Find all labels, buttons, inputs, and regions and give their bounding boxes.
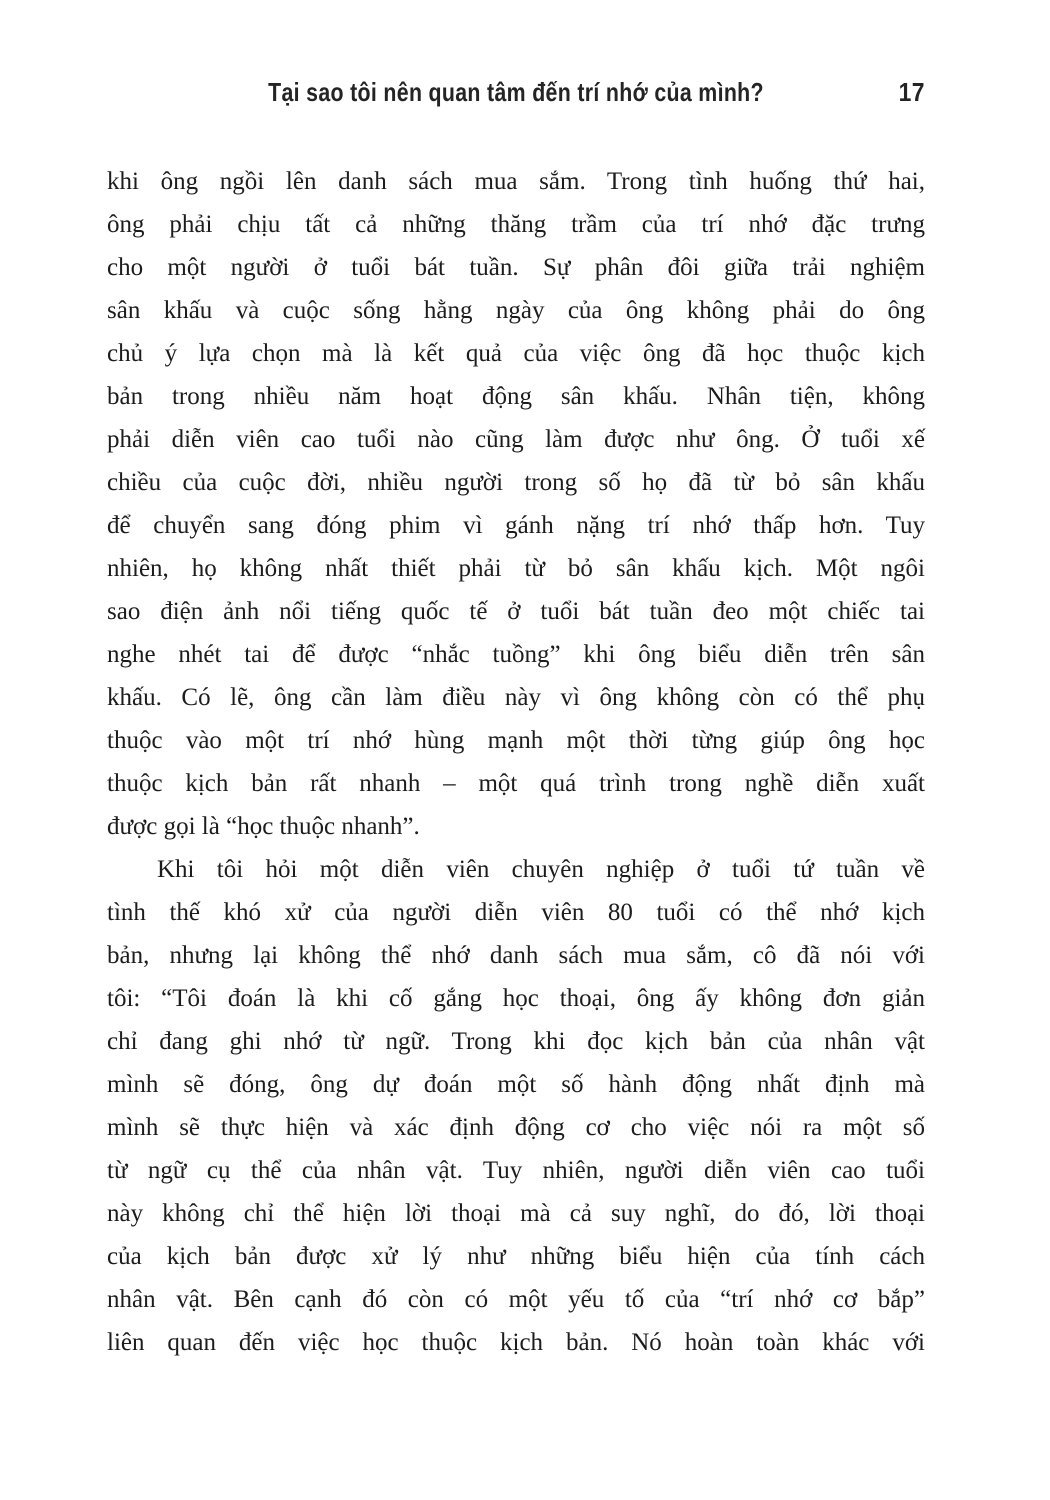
text-line: khấu. Có lẽ, ông cần làm điều này vì ông không còn có thể phụ [107, 684, 925, 711]
text-line: nghe nhét tai để được “nhắc tuồng” khi ông biểu diễn trên sân [107, 641, 925, 668]
text-line: mình sẽ đóng, ông dự đoán một số hành động nhất định mà [107, 1071, 925, 1098]
text-line: được gọi là “học thuộc nhanh”. [107, 813, 420, 840]
text-line: ông phải chịu tất cả những thăng trầm của trí nhớ đặc trưng [107, 211, 925, 238]
text-line: nhân vật. Bên cạnh đó còn có một yếu tố của “trí nhớ cơ bắp” [107, 1286, 925, 1313]
text-line: Khi tôi hỏi một diễn viên chuyên nghiệp ở tuổi tứ tuần về [157, 856, 925, 883]
text-line: để chuyển sang đóng phim vì gánh nặng trí nhớ thấp hơn. Tuy [107, 512, 925, 539]
paragraph [107, 160, 925, 848]
text-line: liên quan đến việc học thuộc kịch bản. Nó hoàn toàn khác với [107, 1329, 925, 1356]
page-body [107, 160, 925, 1364]
text-line: bản trong nhiều năm hoạt động sân khấu. Nhân tiện, không [107, 383, 925, 410]
text-line: cho một người ở tuổi bát tuần. Sự phân đôi giữa trải nghiệm [107, 254, 925, 281]
text-line: chủ ý lựa chọn mà là kết quả của việc ông đã học thuộc kịch [107, 340, 925, 367]
text-line: của kịch bản được xử lý như những biểu hiện của tính cách [107, 1243, 925, 1270]
text-line: bản, nhưng lại không thể nhớ danh sách mua sắm, cô đã nói với [107, 942, 925, 969]
text-line: tôi: “Tôi đoán là khi cố gắng học thoại, ông ấy không đơn giản [107, 985, 925, 1012]
text-line: từ ngữ cụ thể của nhân vật. Tuy nhiên, người diễn viên cao tuổi [107, 1157, 925, 1184]
text-line: khi ông ngồi lên danh sách mua sắm. Trong tình huống thứ hai, [107, 168, 925, 195]
text-line: mình sẽ thực hiện và xác định động cơ cho việc nói ra một số [107, 1114, 925, 1141]
text-line: sân khấu và cuộc sống hằng ngày của ông không phải do ông [107, 297, 925, 324]
text-line: phải diễn viên cao tuổi nào cũng làm được như ông. Ở tuổi xế [107, 426, 925, 453]
text-line: sao điện ảnh nổi tiếng quốc tế ở tuổi bát tuần đeo một chiếc tai [107, 598, 925, 625]
text-line: chỉ đang ghi nhớ từ ngữ. Trong khi đọc kịch bản của nhân vật [107, 1028, 925, 1055]
paragraph [107, 848, 925, 1364]
text-line: thuộc kịch bản rất nhanh – một quá trình trong nghề diễn xuất [107, 770, 925, 797]
text-line: nhiên, họ không nhất thiết phải từ bỏ sân khấu kịch. Một ngôi [107, 555, 925, 582]
text-line: tình thế khó xử của người diễn viên 80 tuổi có thể nhớ kịch [107, 899, 925, 926]
text-line: chiều của cuộc đời, nhiều người trong số họ đã từ bỏ sân khấu [107, 469, 925, 496]
page-number: 17 [898, 77, 925, 107]
page-header [107, 76, 925, 110]
running-header-title: Tại sao tôi nên quan tâm đến trí nhớ của mình? [268, 77, 764, 107]
text-line: thuộc vào một trí nhớ hùng mạnh một thời từng giúp ông học [107, 727, 925, 754]
text-line: này không chỉ thể hiện lời thoại mà cả suy nghĩ, do đó, lời thoại [107, 1200, 925, 1227]
